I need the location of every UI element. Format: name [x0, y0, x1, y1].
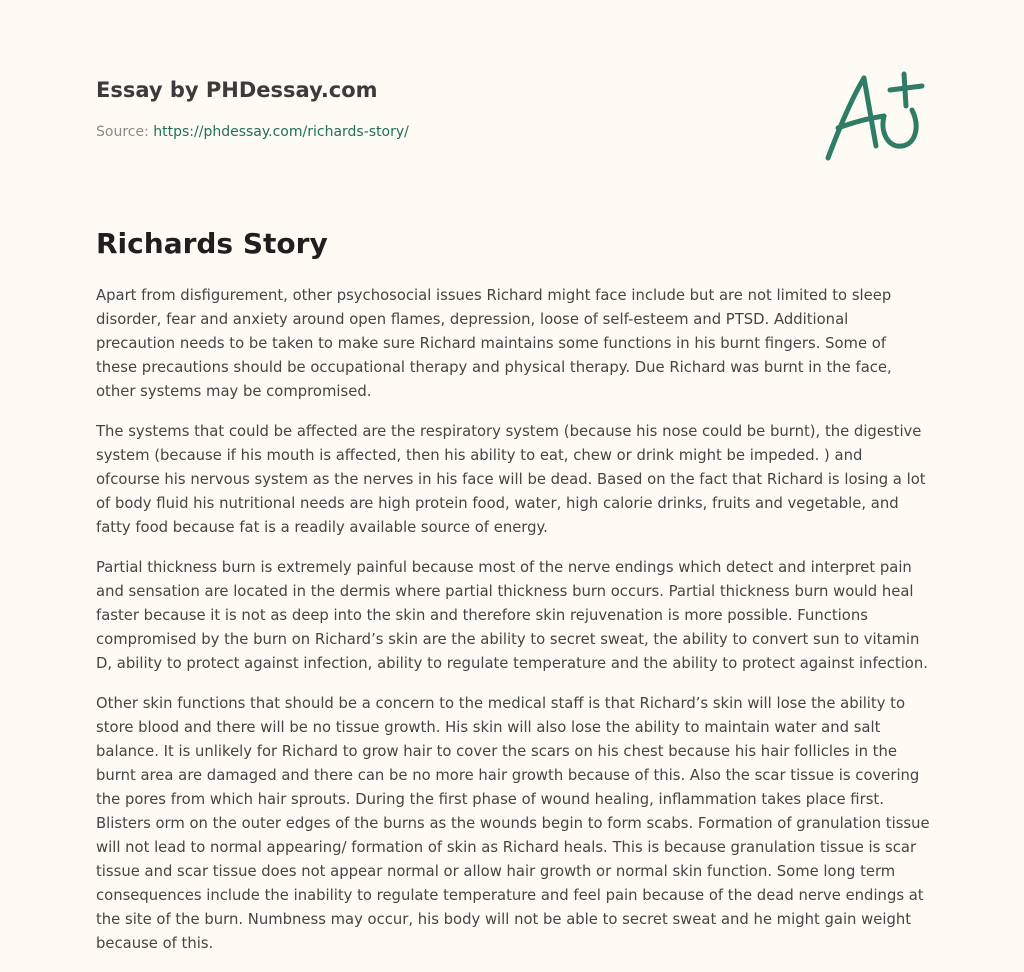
essay-title: Richards Story [96, 227, 328, 260]
essay-body [96, 284, 930, 972]
source-label: Source: [96, 124, 154, 140]
essay-paragraph: Apart from disfigurement, other psychosocial issues Richard might face include but are not limited to sleep disorder, fear and anxiety around open flames, depression, loose of self-esteem and PTSD. Additional precaution needs to be taken to make sure Richard maintains some functions in his burnt fingers. Some of these precautions should be occupational therapy and physical therapy. Due Richard was burnt in the face, other systems may be compromised. [96, 287, 892, 400]
page-header [96, 76, 796, 142]
source-line [96, 122, 796, 142]
essay-paragraph: The systems that could be affected are the respiratory system (because his nose could be burnt), the digestive system (because if his mouth is affected, then his ability to eat, chew or drink might be impeded. ) and ofcourse his nervous system as the nerves in his face will be dead. Based on the fact that Richard is losing a lot of body fluid his nutritional needs are high protein food, water, high calorie drinks, fruits and vegetable, and fatty food because fat is a readily available source of energy. [96, 423, 926, 536]
source-link[interactable]: https://phdessay.com/richards-story/ [153, 124, 409, 140]
site-title: Essay by PHDessay.com [96, 78, 378, 102]
essay-paragraph: Partial thickness burn is extremely painful because most of the nerve endings which detect and interpret pain and sensation are located in the dermis where partial thickness burn occurs. Partial thickness burn would heal faster because it is not as deep into the skin and therefore skin rejuvenation is more possible. Functions compromised by the burn on Richard’s skin are the ability to secret sweat, the ability to convert sun to vitamin D, ability to protect against infection, ability to regulate temperature and the ability to protect against infection. [96, 559, 928, 672]
a-plus-logo-svg [818, 66, 928, 166]
essay-paragraph: Other skin functions that should be a concern to the medical staff is that Richard’s skin will lose the ability to store blood and there will be no tissue growth. His skin will also lose the ability to maintain water and salt balance. It is unlikely for Richard to grow hair to cover the scars on his chest because his hair follicles in the burnt area are damaged and there can be no more hair growth because of this. Also the scar tissue is covering the pores from which hair sprouts. During the first phase of wound healing, inflammation takes place first. Blisters orm on the outer edges of the burns as the wounds begin to form scabs. Formation of granulation tissue will not lead to normal appearing/ formation of skin as Richard heals. This is because granulation tissue is scar tissue and scar tissue does not appear normal or allow hair growth or normal skin function. Some long term consequences include the inability to regulate temperature and feel pain because of the dead nerve endings at the site of the burn. Numbness may occur, his body will not be able to secret sweat and he might gain weight because of this. [96, 695, 930, 952]
a-plus-grade-icon [818, 66, 928, 166]
